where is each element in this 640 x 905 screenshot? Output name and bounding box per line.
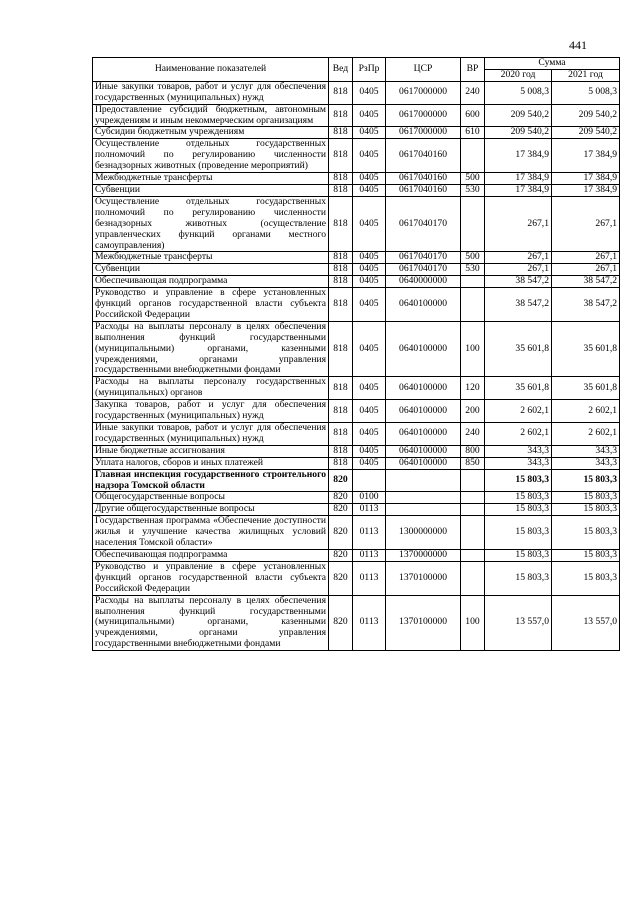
row-csr: 0617040170: [386, 264, 461, 276]
row-sum-2021: 15 803,3: [552, 561, 620, 595]
row-name: Субсидии бюджетным учреждениям: [93, 127, 329, 139]
row-sum-2020: 38 547,2: [485, 276, 552, 288]
row-name: Иные закупки товаров, работ и услуг для обеспечения государственных (муниципальных) нужд: [93, 81, 329, 104]
page-number: 441: [569, 38, 587, 52]
row-rzpr: 0113: [353, 516, 386, 550]
header-year-2021: 2021 год: [552, 69, 620, 81]
row-ved: 818: [329, 104, 353, 127]
row-csr: 0640100000: [386, 400, 461, 423]
row-csr: 0640100000: [386, 377, 461, 400]
row-vr: 240: [461, 423, 485, 446]
row-sum-2020: 38 547,2: [485, 288, 552, 322]
row-name: Расходы на выплаты персоналу в целях обеспечения выполнения функций государственными (муниципальными) органами, казенными учреждениями, органами управления государственными внебюджетными фондами: [93, 595, 329, 651]
row-vr: [461, 492, 485, 504]
row-sum-2020: 15 803,3: [485, 516, 552, 550]
row-csr: [386, 504, 461, 516]
row-ved: 818: [329, 264, 353, 276]
row-vr: 530: [461, 184, 485, 196]
row-ved: 818: [329, 321, 353, 377]
table-row: [93, 504, 620, 516]
table-row: [93, 276, 620, 288]
row-rzpr: 0405: [353, 196, 386, 252]
row-rzpr: 0405: [353, 184, 386, 196]
row-sum-2021: 267,1: [552, 264, 620, 276]
row-csr: [386, 492, 461, 504]
row-name: Руководство и управление в сфере установленных функций органов государственной власти субъекта Российской Федерации: [93, 288, 329, 322]
header-name: Наименование показателей: [93, 58, 329, 82]
table-row: [93, 81, 620, 104]
row-sum-2021: 17 384,9: [552, 184, 620, 196]
row-ved: 820: [329, 561, 353, 595]
row-sum-2020: 209 540,2: [485, 127, 552, 139]
row-rzpr: 0405: [353, 127, 386, 139]
row-rzpr: 0405: [353, 377, 386, 400]
table-row: [93, 252, 620, 264]
row-sum-2020: 267,1: [485, 252, 552, 264]
row-ved: 820: [329, 549, 353, 561]
row-csr: 0640100000: [386, 423, 461, 446]
row-csr: 0617040160: [386, 139, 461, 173]
row-csr: 0640100000: [386, 321, 461, 377]
budget-table: [92, 57, 620, 651]
row-ved: 818: [329, 445, 353, 457]
table-row: [93, 264, 620, 276]
row-sum-2020: 209 540,2: [485, 104, 552, 127]
row-name: Расходы на выплаты персоналу в целях обеспечения выполнения функций государственными (муниципальными) органами, казенными учреждениями, органами управления государственными внебюджетными фондами: [93, 321, 329, 377]
table-row: [93, 516, 620, 550]
row-name: Главная инспекция государственного строительного надзора Томской области: [93, 469, 329, 492]
row-ved: 820: [329, 492, 353, 504]
row-ved: 818: [329, 127, 353, 139]
table-row: [93, 104, 620, 127]
row-csr: 0640100000: [386, 445, 461, 457]
row-csr: 1370100000: [386, 561, 461, 595]
row-name: Субвенции: [93, 184, 329, 196]
row-rzpr: 0405: [353, 321, 386, 377]
row-rzpr: 0405: [353, 288, 386, 322]
row-rzpr: 0113: [353, 504, 386, 516]
row-name: Осуществление отдельных государственных полномочий по регулированию численности безнадзорных животных (проведение мероприятий): [93, 139, 329, 173]
row-sum-2021: 15 803,3: [552, 492, 620, 504]
row-name: Иные бюджетные ассигнования: [93, 445, 329, 457]
table-row: [93, 549, 620, 561]
row-sum-2021: 209 540,2: [552, 127, 620, 139]
row-name: Межбюджетные трансферты: [93, 173, 329, 185]
header-csr: ЦСР: [386, 58, 461, 82]
row-ved: 820: [329, 504, 353, 516]
row-name: Обеспечивающая подпрограмма: [93, 549, 329, 561]
row-ved: 818: [329, 377, 353, 400]
row-sum-2021: 35 601,8: [552, 377, 620, 400]
row-ved: 818: [329, 276, 353, 288]
row-vr: 120: [461, 377, 485, 400]
row-sum-2020: 35 601,8: [485, 321, 552, 377]
row-name: Руководство и управление в сфере установленных функций органов государственной власти субъекта Российской Федерации: [93, 561, 329, 595]
header-vr: ВР: [461, 58, 485, 82]
row-sum-2021: 15 803,3: [552, 516, 620, 550]
row-ved: 818: [329, 252, 353, 264]
row-csr: [386, 469, 461, 492]
row-name: Иные закупки товаров, работ и услуг для обеспечения государственных (муниципальных) нужд: [93, 423, 329, 446]
row-sum-2020: 13 557,0: [485, 595, 552, 651]
row-rzpr: 0405: [353, 264, 386, 276]
row-vr: 850: [461, 457, 485, 469]
row-csr: 0640000000: [386, 276, 461, 288]
row-ved: 818: [329, 81, 353, 104]
row-ved: 820: [329, 595, 353, 651]
row-vr: [461, 196, 485, 252]
row-vr: [461, 561, 485, 595]
row-sum-2021: 15 803,3: [552, 549, 620, 561]
table-row: [93, 561, 620, 595]
row-rzpr: 0405: [353, 276, 386, 288]
row-sum-2021: 17 384,9: [552, 139, 620, 173]
row-sum-2020: 2 602,1: [485, 400, 552, 423]
row-ved: 818: [329, 457, 353, 469]
row-sum-2021: 267,1: [552, 196, 620, 252]
row-csr: 1300000000: [386, 516, 461, 550]
row-rzpr: 0405: [353, 445, 386, 457]
row-sum-2021: 35 601,8: [552, 321, 620, 377]
table-row: [93, 377, 620, 400]
row-name: Предоставление субсидий бюджетным, автономным учреждениям и иным некоммерческим организациям: [93, 104, 329, 127]
table-row: [93, 196, 620, 252]
table-row: [93, 321, 620, 377]
row-csr: 0617040160: [386, 173, 461, 185]
table-row: [93, 139, 620, 173]
row-sum-2020: 15 803,3: [485, 549, 552, 561]
table-row: [93, 184, 620, 196]
row-rzpr: 0405: [353, 104, 386, 127]
row-sum-2020: 35 601,8: [485, 377, 552, 400]
row-rzpr: 0113: [353, 549, 386, 561]
row-vr: 100: [461, 321, 485, 377]
row-sum-2020: 343,3: [485, 445, 552, 457]
row-ved: 818: [329, 423, 353, 446]
row-sum-2020: 17 384,9: [485, 139, 552, 173]
row-rzpr: 0405: [353, 457, 386, 469]
row-vr: 100: [461, 595, 485, 651]
row-sum-2021: 17 384,9: [552, 173, 620, 185]
row-csr: 1370000000: [386, 549, 461, 561]
row-ved: 818: [329, 400, 353, 423]
row-sum-2021: 38 547,2: [552, 276, 620, 288]
row-csr: 0640100000: [386, 288, 461, 322]
row-name: Межбюджетные трансферты: [93, 252, 329, 264]
table-row: [93, 457, 620, 469]
header-year-2020: 2020 год: [485, 69, 552, 81]
row-ved: 818: [329, 196, 353, 252]
header-ved: Вед: [329, 58, 353, 82]
row-vr: [461, 516, 485, 550]
row-sum-2021: 38 547,2: [552, 288, 620, 322]
row-vr: 800: [461, 445, 485, 457]
row-sum-2020: 15 803,3: [485, 561, 552, 595]
row-sum-2020: 5 008,3: [485, 81, 552, 104]
row-vr: 500: [461, 173, 485, 185]
row-sum-2020: 15 803,3: [485, 469, 552, 492]
row-rzpr: 0113: [353, 561, 386, 595]
row-rzpr: 0405: [353, 81, 386, 104]
row-vr: 240: [461, 81, 485, 104]
row-sum-2021: 209 540,2: [552, 104, 620, 127]
row-rzpr: 0405: [353, 400, 386, 423]
row-vr: 530: [461, 264, 485, 276]
table-row: [93, 288, 620, 322]
row-csr: 0617000000: [386, 104, 461, 127]
row-rzpr: 0405: [353, 252, 386, 264]
table-row: [93, 400, 620, 423]
row-sum-2021: 343,3: [552, 457, 620, 469]
row-csr: 0640100000: [386, 457, 461, 469]
row-ved: 818: [329, 288, 353, 322]
row-sum-2020: 267,1: [485, 196, 552, 252]
row-ved: 820: [329, 469, 353, 492]
row-vr: 500: [461, 252, 485, 264]
row-csr: 0617040160: [386, 184, 461, 196]
row-name: Субвенции: [93, 264, 329, 276]
row-ved: 818: [329, 139, 353, 173]
row-name: Закупка товаров, работ и услуг для обеспечения государственных (муниципальных) нужд: [93, 400, 329, 423]
row-name: Государственная программа «Обеспечение доступности жилья и улучшение качества жилищных условий населения Томской области»: [93, 516, 329, 550]
row-ved: 820: [329, 516, 353, 550]
row-sum-2020: 267,1: [485, 264, 552, 276]
row-vr: [461, 288, 485, 322]
row-sum-2020: 15 803,3: [485, 504, 552, 516]
row-sum-2020: 343,3: [485, 457, 552, 469]
row-name: Другие общегосударственные вопросы: [93, 504, 329, 516]
row-name: Общегосударственные вопросы: [93, 492, 329, 504]
table-row: [93, 173, 620, 185]
row-vr: [461, 469, 485, 492]
table-body: [93, 81, 620, 650]
row-sum-2021: 2 602,1: [552, 400, 620, 423]
row-rzpr: 0100: [353, 492, 386, 504]
row-rzpr: 0405: [353, 423, 386, 446]
table-row: [93, 423, 620, 446]
row-sum-2020: 15 803,3: [485, 492, 552, 504]
row-sum-2021: 13 557,0: [552, 595, 620, 651]
row-vr: 200: [461, 400, 485, 423]
header-row: [93, 58, 620, 70]
row-csr: 0617000000: [386, 127, 461, 139]
row-vr: [461, 276, 485, 288]
row-vr: [461, 139, 485, 173]
row-sum-2020: 2 602,1: [485, 423, 552, 446]
row-sum-2021: 15 803,3: [552, 504, 620, 516]
row-vr: 600: [461, 104, 485, 127]
row-ved: 818: [329, 173, 353, 185]
table-row: [93, 492, 620, 504]
row-name: Осуществление отдельных государственных полномочий по регулированию численности безнадзорных животных (осуществление управленческих функций органами местного самоуправления): [93, 196, 329, 252]
row-rzpr: 0113: [353, 595, 386, 651]
row-name: Уплата налогов, сборов и иных платежей: [93, 457, 329, 469]
row-rzpr: 0405: [353, 139, 386, 173]
row-sum-2020: 17 384,9: [485, 184, 552, 196]
row-vr: 610: [461, 127, 485, 139]
header-rzpr: РзПр: [353, 58, 386, 82]
table-row: [93, 445, 620, 457]
table-row: [93, 469, 620, 492]
row-csr: 1370100000: [386, 595, 461, 651]
row-ved: 818: [329, 184, 353, 196]
row-csr: 0617040170: [386, 252, 461, 264]
row-csr: 0617040170: [386, 196, 461, 252]
row-rzpr: [353, 469, 386, 492]
table-row: [93, 595, 620, 651]
row-sum-2020: 17 384,9: [485, 173, 552, 185]
row-sum-2021: 343,3: [552, 445, 620, 457]
row-sum-2021: 5 008,3: [552, 81, 620, 104]
row-rzpr: 0405: [353, 173, 386, 185]
row-name: Расходы на выплаты персоналу государственных (муниципальных) органов: [93, 377, 329, 400]
row-vr: [461, 504, 485, 516]
row-sum-2021: 2 602,1: [552, 423, 620, 446]
row-sum-2021: 15 803,3: [552, 469, 620, 492]
row-sum-2021: 267,1: [552, 252, 620, 264]
row-vr: [461, 549, 485, 561]
table-row: [93, 127, 620, 139]
row-csr: 0617000000: [386, 81, 461, 104]
header-sum: Сумма: [485, 58, 620, 70]
row-name: Обеспечивающая подпрограмма: [93, 276, 329, 288]
